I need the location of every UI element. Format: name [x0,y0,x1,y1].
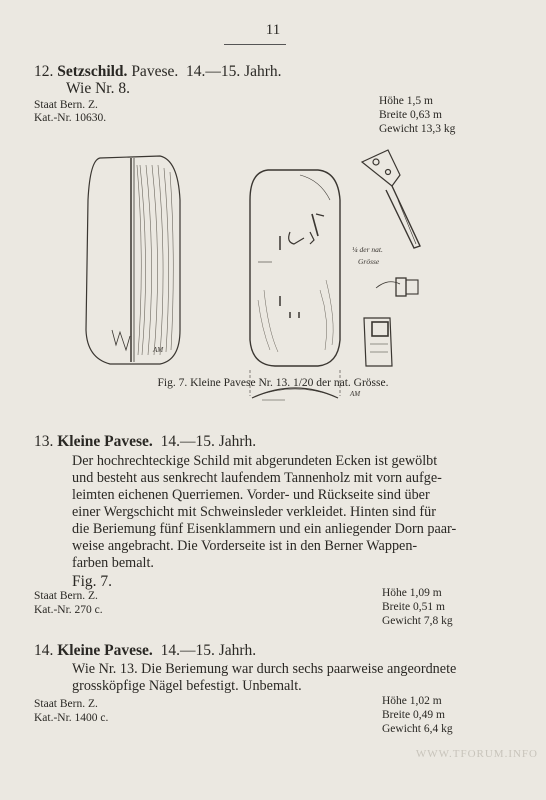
text-line: und besteht aus senkrecht laufendem Tannenholz mit vorn aufge- [72,470,442,486]
scale-note-line2: Grösse [358,257,380,266]
figure-caption: Fig. 7. Kleine Pavese Nr. 13. 1/20 der nat. Grösse. [157,377,389,389]
text-line: Wie Nr. 13. Die Beriemung war durch sechs paarweise angeordnete [72,661,457,677]
entry-14-location: Staat Bern. Z. [34,698,98,710]
entry-12-location: Staat Bern. Z. [34,99,98,111]
dim-width: Breite 0,51 m [382,601,445,613]
entry-14-description [72,661,456,695]
page-number: 11 [265,22,281,38]
dim-width: Breite 0,49 m [382,709,445,721]
signature-back: AM [350,390,361,398]
text-line: Der hochrechteckige Schild mit abgerundeten Ecken ist gewölbt [72,453,438,469]
dim-height: Höhe 1,02 m [382,695,442,707]
entry-14-catalog: Kat.-Nr. 1400 c. [34,712,109,724]
entry-13-heading [34,433,256,451]
dim-width: Breite 0,63 m [379,109,442,121]
entry-date: 14.—15. Jahrh. [152,642,257,659]
entry-14-dims [382,694,453,736]
dim-weight: Gewicht 6,4 kg [382,723,453,735]
text-line: leimten eichenen Querriemen. Vorder- und Rückseite sind über [72,487,430,503]
text-line: weise angebracht. Die Vorderseite ist in den Berner Wappen- [72,538,418,554]
entry-name: Kleine Pavese. [57,642,153,659]
entry-13-description [72,453,456,572]
dim-weight: Gewicht 7,8 kg [382,615,453,627]
dim-height: Höhe 1,5 m [379,95,433,107]
entry-date: Pavese. 14.—15. Jahrh. [127,63,282,80]
entry-13-figref: Fig. 7. [72,573,113,590]
entry-name: Kleine Pavese. [57,433,153,450]
pavese-front-drawing [86,156,180,364]
scale-note-line1: ¼ der nat. [352,245,383,254]
entry-number: 14. [34,642,54,659]
signature-front: AM [153,346,164,354]
entry-13-dims [382,586,453,628]
entry-date: 14.—15. Jahrh. [152,433,257,450]
bracket-detail-drawing [362,150,420,248]
entry-12-catalog: Kat.-Nr. 10630. [34,112,107,124]
entry-12-text: Wie Nr. 8. [66,80,130,97]
entry-13-location: Staat Bern. Z. [34,590,98,602]
text-line: grossköpfige Nägel befestigt. Unbemalt. [72,678,302,694]
text-line: farben bemalt. [72,555,154,571]
entry-name: Setzschild. [57,63,128,80]
entry-14-heading [34,642,256,660]
dim-height: Höhe 1,09 m [382,587,442,599]
pavese-back-drawing [250,170,340,400]
entry-number: 13. [34,433,54,450]
entry-number: 12. [34,63,54,80]
dim-weight: Gewicht 13,3 kg [379,123,456,135]
entry-13-catalog: Kat.-Nr. 270 c. [34,604,103,616]
watermark: WWW.TFORUM.INFO [415,748,538,760]
buckle-detail-drawing [364,278,418,366]
text-line: einer Wergschicht mit Schweinsleder verkleidet. Hinten sind für [72,504,436,520]
text-line: die Beriemung fünf Eisenklammern und ein anliegender Dorn paar- [72,521,457,537]
